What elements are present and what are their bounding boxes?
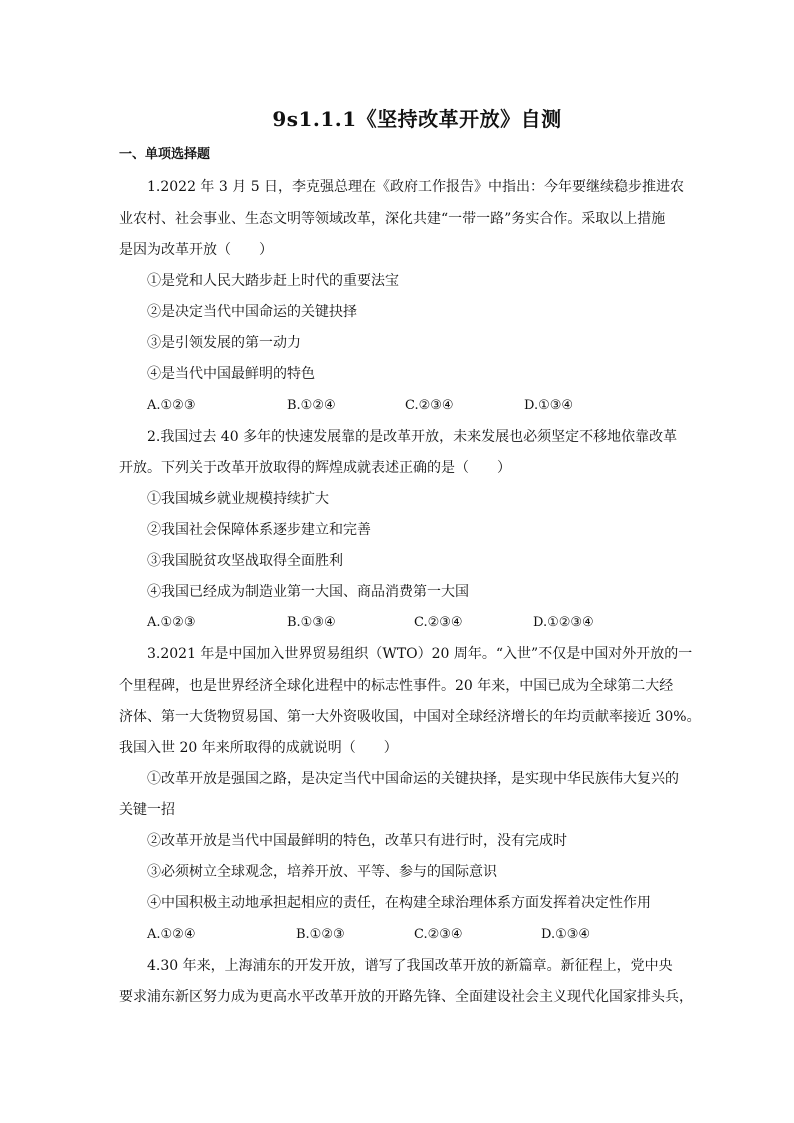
question-3-line-4: 我国入世 20 年来所取得的成就说明（ ） <box>119 740 398 756</box>
question-1-answer-c: C.②③④ <box>405 398 454 413</box>
question-3-answer-b: B.①②③ <box>296 927 345 942</box>
question-3-line-3: 济体、第一大货物贸易国、第一大外资吸收国，中国对全球经济增长的年均贡献率接近 30%。 <box>119 709 701 725</box>
question-1-line-1: 1.2022 年 3 月 5 日，李克强总理在《政府工作报告》中指出：今年要继续稳步推进农 <box>147 179 685 195</box>
question-2-option-3: ③我国脱贫攻坚战取得全面胜利 <box>147 553 343 569</box>
question-3-line-2: 个里程碑，也是世界经济全球化进程中的标志性事件。20 年来，中国已成为全球第二大经 <box>119 678 674 694</box>
question-3-answer-d: D.①③④ <box>541 927 591 942</box>
question-3-answer-c: C.②③④ <box>414 927 463 942</box>
question-2-answer-d: D.①②③④ <box>533 615 594 630</box>
question-3-option-4: ④中国积极主动地承担起相应的责任，在构建全球治理体系方面发挥着决定性作用 <box>147 895 651 911</box>
section-heading: 一、单项选择题 <box>119 147 211 162</box>
question-1-line-2: 业农村、社会事业、生态文明等领域改革，深化共建“一带一路”务实合作。采取以上措施 <box>119 211 666 227</box>
question-1-option-4: ④是当代中国最鲜明的特色 <box>147 366 315 382</box>
question-2-option-1: ①我国城乡就业规模持续扩大 <box>147 491 329 507</box>
question-2-line-2: 开放。下列关于改革开放取得的辉煌成就表述正确的是（ ） <box>119 460 511 476</box>
question-1-option-1: ①是党和人民大踏步赶上时代的重要法宝 <box>147 273 399 289</box>
question-3-option-1-line-1: ①改革开放是强国之路，是决定当代中国命运的关键抉择，是实现中华民族伟大复兴的 <box>147 771 679 787</box>
question-1-answer-d: D.①③④ <box>524 398 574 413</box>
question-3-option-1-line-2: 关键一招 <box>119 802 175 818</box>
question-4-line-2: 要求浦东新区努力成为更高水平改革开放的开路先锋、全面建设社会主义现代化国家排头兵， <box>119 989 693 1005</box>
question-2-answer-b: B.①③④ <box>287 615 336 630</box>
question-1-answer-b: B.①②④ <box>287 398 336 413</box>
question-3-option-2: ②改革开放是当代中国最鲜明的特色，改革只有进行时，没有完成时 <box>147 833 567 849</box>
question-2-option-4: ④我国已经成为制造业第一大国、商品消费第一大国 <box>147 584 469 600</box>
question-3-line-1: 3.2021 年是中国加入世界贸易组织（WTO）20 周年。“入世”不仅是中国对外开放的一 <box>147 646 693 662</box>
page-title: 9s1.1.1《坚持改革开放》自测 <box>272 107 562 131</box>
question-1-option-2: ②是决定当代中国命运的关键抉择 <box>147 304 357 320</box>
question-2-line-1: 2.我国过去 40 多年的快速发展靠的是改革开放，未来发展也必须坚定不移地依靠改革 <box>147 429 678 445</box>
question-4-line-1: 4.30 年来，上海浦东的开发开放，谱写了我国改革开放的新篇章。新征程上，党中央 <box>147 958 673 974</box>
question-1-line-3: 是因为改革开放（ ） <box>119 242 273 258</box>
question-2-answer-a: A.①②③ <box>147 615 196 630</box>
question-2-answer-c: C.②③④ <box>414 615 463 630</box>
question-1-option-3: ③是引领发展的第一动力 <box>147 335 301 351</box>
question-2-option-2: ②我国社会保障体系逐步建立和完善 <box>147 522 371 538</box>
question-3-answer-a: A.①②④ <box>147 927 196 942</box>
question-1-answer-a: A.①②③ <box>147 398 196 413</box>
question-3-option-3: ③必须树立全球观念，培养开放、平等、参与的国际意识 <box>147 864 497 880</box>
